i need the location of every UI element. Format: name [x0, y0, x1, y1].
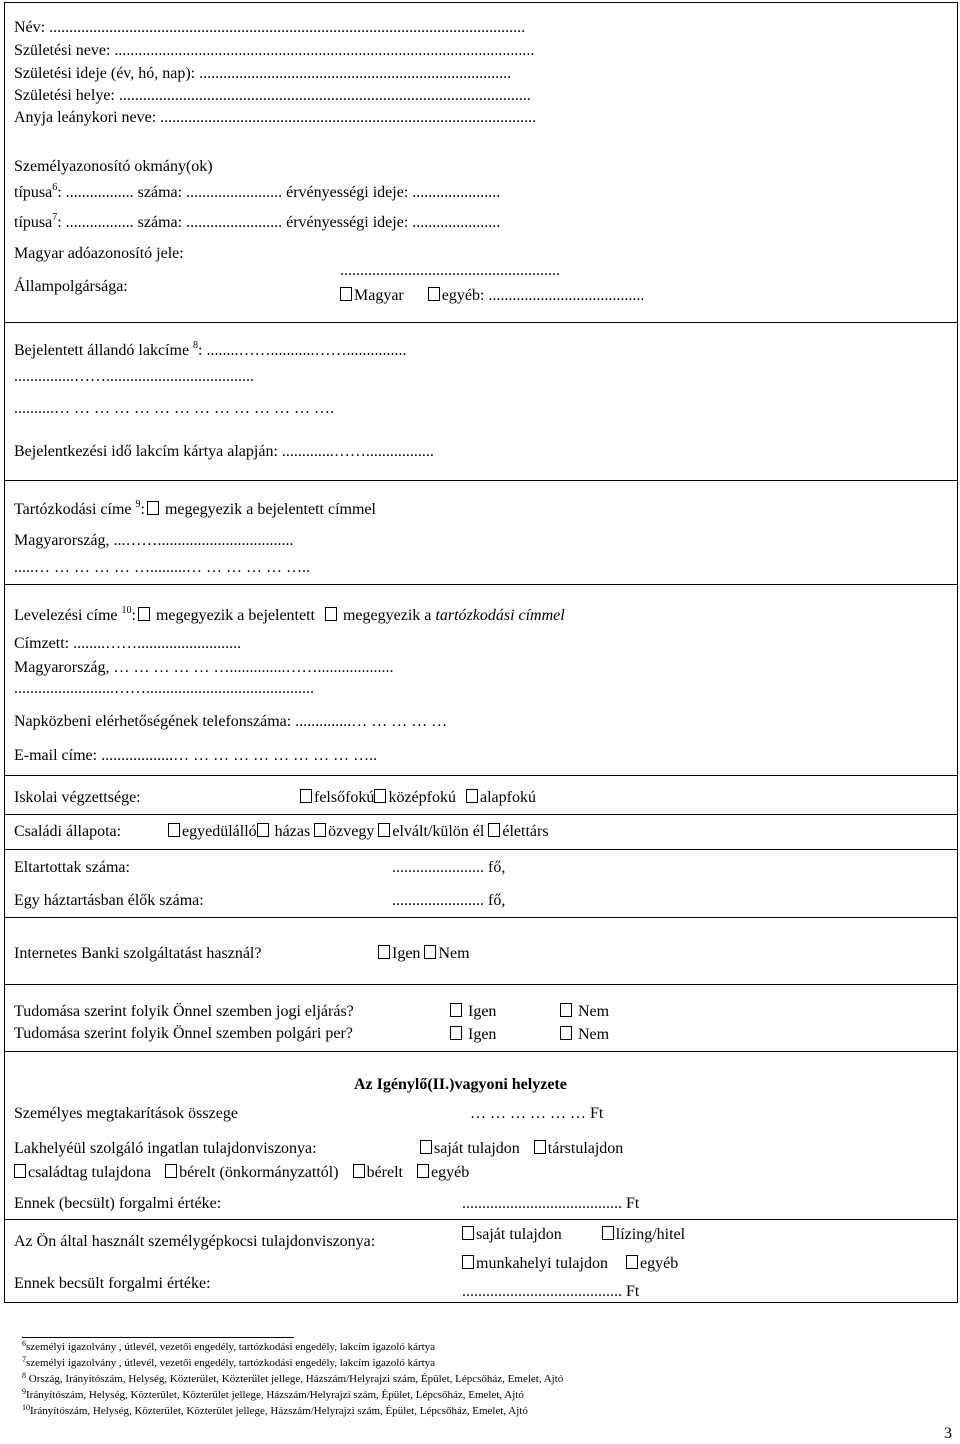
section-divider [4, 984, 958, 985]
stay-address-line-1[interactable]: Magyarország, ...…….................................. [14, 532, 294, 549]
tax-id-label: Magyar adóazonosító jele: [14, 245, 184, 262]
mail-address-label: Levelezési címe [14, 607, 118, 624]
footnote-ref-8: 8 [193, 340, 199, 351]
marital-status-label: Családi állapota: [14, 823, 122, 840]
property-own-checkbox[interactable] [420, 1140, 432, 1154]
section-divider [4, 775, 958, 776]
civil-lawsuit-yes-checkbox[interactable] [450, 1026, 462, 1040]
education-secondary-checkbox[interactable] [374, 789, 386, 803]
citizenship-magyar-label: Magyar [354, 287, 404, 304]
footnote-6 [22, 1341, 435, 1354]
frame-left-border [4, 2, 5, 1302]
name-field[interactable]: Név: ....................................................................................................................... [14, 19, 526, 36]
citizenship-other-field[interactable]: egyéb: ....................................... [441, 287, 645, 304]
car-other-checkbox[interactable] [626, 1255, 638, 1269]
legal-proceeding-no-checkbox[interactable] [560, 1003, 572, 1017]
footnote-separator [22, 1337, 294, 1338]
mail-address-row: Levelezési címe $^{10}$: megegyezik a bejelentett megegyezik a tartózkodási címmel [14, 605, 565, 624]
mail-same-as-registered-label: megegyezik a bejelentett [155, 607, 315, 624]
property-options-row-2 [14, 1163, 469, 1183]
dependents-field[interactable]: ....................... fő, [392, 859, 506, 876]
phone-field[interactable]: Napközbeni elérhetőségének telefonszáma: ..............… … … … … [14, 713, 448, 730]
mail-address-line-3[interactable]: .........................…….......................................... [14, 680, 314, 697]
education-primary-checkbox[interactable] [466, 789, 478, 803]
car-own-checkbox[interactable] [462, 1226, 474, 1240]
education-primary-label: alapfokú [479, 789, 536, 806]
footnote-text: személyi igazolvány , útlevél, vezetői engedély, tartózkodási engedély, lakcím igazoló kártya [26, 1341, 436, 1353]
car-value-field[interactable]: ........................................ Ft [462, 1283, 640, 1300]
address-line-2[interactable]: ...............……..................................... [14, 368, 254, 385]
id-docs-title: Személyazonosító okmány(ok) [14, 158, 213, 175]
citizenship-other-checkbox[interactable] [428, 287, 440, 301]
stay-address-row: Tartózkodási címe $^9$: megegyezik a bejelentett címmel [14, 499, 376, 518]
car-options-row-2 [462, 1254, 678, 1274]
section-divider [4, 584, 958, 585]
education-secondary-label: középfokú [388, 789, 456, 806]
section-divider [4, 480, 958, 481]
civil-lawsuit-yes-label: Igen [468, 1026, 497, 1043]
mail-same-as-stay-label-b: tartózkodási címmel [435, 607, 565, 624]
education-options [300, 788, 536, 808]
education-higher-checkbox[interactable] [300, 789, 312, 803]
household-field[interactable]: ....................... fő, [392, 892, 506, 909]
civil-lawsuit-no-label: Nem [578, 1026, 610, 1043]
car-options-row-1 [462, 1225, 685, 1245]
legal-proceeding-no-label: Nem [578, 1003, 610, 1020]
section-divider [4, 1051, 958, 1052]
frame-bottom-border [4, 1302, 958, 1303]
id-doc-row-1-fields: : ................. száma: ........................ érvényességi ideje: ...................... [57, 184, 501, 201]
bank-no-checkbox[interactable] [424, 945, 436, 959]
id-doc-row-2[interactable] [14, 213, 500, 235]
footnote-9 [22, 1389, 524, 1402]
property-other-checkbox[interactable] [417, 1164, 429, 1178]
civil-lawsuit-question: Tudomása szerint folyik Önnel szemben polgári per? [14, 1025, 353, 1042]
footnote-text: Irányítószám, Helység, Közterület, Közterület jellege, Házszám/Helyrajzi szám, Épület, Lépcsőház, Emelet, Ajtó [30, 1405, 528, 1417]
car-own-label: saját tulajdon [476, 1226, 562, 1243]
property-own-label: saját tulajdon [434, 1140, 520, 1157]
property-ownership-label: Lakhelyéül szolgáló ingatlan tulajdonviszonya: [14, 1140, 317, 1157]
property-rented-label: bérelt [366, 1164, 403, 1181]
id-doc-row-2-fields: : ................. száma: ........................ érvényességi ideje: ...................... [57, 214, 501, 231]
marital-status-options [168, 822, 549, 842]
birth-name-field[interactable]: Születési neve: ......................................................................................................... [14, 42, 535, 59]
marital-single-checkbox[interactable] [168, 823, 180, 837]
footnote-7 [22, 1357, 435, 1370]
tax-id-field[interactable]: ....................................................... [340, 262, 560, 279]
marital-widowed-checkbox[interactable] [314, 823, 326, 837]
property-family-checkbox[interactable] [14, 1164, 26, 1178]
footnote-number: 6 [22, 1339, 26, 1348]
property-rented-municipal-label: bérelt (önkormányzattól) [179, 1164, 339, 1181]
property-family-label: családtag tulajdona [28, 1164, 152, 1181]
legal-proceeding-no [560, 1002, 609, 1022]
car-company-label: munkahelyi tulajdon [476, 1255, 608, 1272]
footnote-text: Ország, Irányítószám, Helység, Közterület, Közterület jellege, Házszám/Helyrajzi szám, Épület, Lépcsőház, Emelet, Ajtó [26, 1373, 564, 1385]
footnote-10 [22, 1405, 528, 1418]
marital-partner-checkbox[interactable] [488, 823, 500, 837]
footnote-number: 10 [22, 1403, 30, 1412]
footnote-number: 7 [22, 1355, 26, 1364]
legal-proceeding-yes [450, 1002, 496, 1022]
legal-proceeding-yes-checkbox[interactable] [450, 1003, 462, 1017]
car-leasing-label: lízing/hitel [615, 1226, 686, 1243]
marital-divorced-checkbox[interactable] [378, 823, 390, 837]
dependents-label: Eltartottak száma: [14, 859, 130, 876]
property-value-field[interactable]: ........................................ Ft [462, 1195, 640, 1212]
section-divider [4, 322, 958, 323]
property-coowned-checkbox[interactable] [534, 1140, 546, 1154]
stay-address-label: Tartózkodási címe [14, 501, 132, 518]
car-other-label: egyéb [639, 1255, 679, 1272]
property-rented-municipal-checkbox[interactable] [165, 1164, 177, 1178]
footnote-ref-9: 9 [135, 499, 141, 510]
footnote-8 [22, 1373, 563, 1386]
id-doc-type-label: típusa [14, 214, 53, 231]
page-number: 3 [944, 1425, 952, 1442]
email-field[interactable]: E-mail címe: ..................… … … … … … … … … ….. [14, 747, 378, 764]
marital-divorced-label: elvált/külön él [392, 823, 485, 840]
footnote-ref-7: 7 [52, 212, 58, 223]
mother-name-field[interactable]: Anyja leánykori neve: .............................................................................................. [14, 109, 537, 126]
stay-address-line-2[interactable]: .....… … … … … ….........… … … … … ….. [14, 559, 310, 576]
internet-bank-question: Internetes Banki szolgáltatást használ? [14, 945, 262, 962]
civil-lawsuit-no [560, 1025, 609, 1045]
marital-married-label: házas [274, 823, 311, 840]
car-leasing-checkbox[interactable] [602, 1226, 614, 1240]
recipient-field[interactable]: Címzett: ........…….......................... [14, 635, 242, 652]
property-rented-checkbox[interactable] [353, 1164, 365, 1178]
legal-proceeding-yes-label: Igen [468, 1003, 497, 1020]
citizenship-label: Állampolgársága: [14, 278, 128, 295]
registration-date-field[interactable]: Bejelentkezési idő lakcím kártya alapján: .............……................. [14, 443, 434, 460]
education-higher-label: felsőfokú [314, 789, 375, 806]
property-coowned-label: társtulajdon [547, 1140, 624, 1157]
citizenship-options [340, 286, 644, 306]
mail-same-as-stay-label-a: megegyezik a [342, 607, 432, 624]
education-label: Iskolai végzettsége: [14, 789, 141, 806]
id-doc-row-1[interactable] [14, 183, 500, 205]
section-divider [4, 917, 958, 918]
stay-same-checkbox[interactable] [147, 501, 159, 515]
bank-no-label: Nem [438, 945, 470, 962]
section-divider [4, 849, 958, 850]
savings-label: Személyes megtakarítások összege [14, 1105, 238, 1122]
footnote-text: Irányítószám, Helység, Közterület, Közterület jellege, Házszám/Helyrajzi szám, Épület, Lépcsőház, Emelet, Ajtó [26, 1389, 524, 1401]
section-divider [4, 1219, 958, 1220]
address-line-3[interactable]: ..........… … … … … … … … … … … … … …. [14, 400, 334, 417]
birth-place-field[interactable]: Születési helye: ....................................................................................................... [14, 87, 531, 104]
assets-section-title: Az Igénylő(II.)vagyoni helyzete [354, 1076, 567, 1093]
civil-lawsuit-no-checkbox[interactable] [560, 1026, 572, 1040]
savings-field[interactable]: … … … … … … Ft [470, 1105, 604, 1122]
property-options-row-1 [420, 1139, 623, 1159]
household-label: Egy háztartásban élők száma: [14, 892, 204, 909]
footnote-text: személyi igazolvány , útlevél, vezetői engedély, tartózkodási engedély, lakcím igazoló kártya [26, 1357, 436, 1369]
bank-yes-checkbox[interactable] [378, 945, 390, 959]
footnote-number: 8 [22, 1371, 26, 1380]
car-value-label: Ennek becsült forgalmi értéke: [14, 1275, 211, 1292]
section-divider [4, 814, 958, 815]
footnote-ref-10: 10 [121, 605, 132, 616]
mail-country-field[interactable]: Magyarország, … … … … … …..............……................... [14, 659, 394, 676]
address-line-1: : ........……...........……............... [198, 342, 407, 359]
footnote-number: 9 [22, 1387, 26, 1396]
bank-yes-label: Igen [392, 945, 421, 962]
frame-top-border [4, 2, 958, 3]
footnote-ref-6: 6 [52, 182, 58, 193]
car-company-checkbox[interactable] [462, 1255, 474, 1269]
birth-date-field[interactable]: Születési ideje (év, hó, nap): .............................................................................. [14, 65, 512, 82]
civil-lawsuit-yes [450, 1025, 496, 1045]
property-other-label: egyéb [430, 1164, 470, 1181]
mail-same-as-registered-checkbox[interactable] [138, 607, 150, 621]
marital-widowed-label: özvegy [328, 823, 375, 840]
citizenship-magyar-checkbox[interactable] [340, 287, 352, 301]
property-value-label: Ennek (becsült) forgalmi értéke: [14, 1195, 222, 1212]
id-doc-type-label: típusa [14, 184, 53, 201]
internet-bank-options [378, 944, 470, 964]
car-ownership-label: Az Ön által használt személygépkocsi tulajdonviszonya: [14, 1233, 376, 1250]
address-row[interactable] [14, 341, 407, 363]
legal-proceeding-question: Tudomása szerint folyik Önnel szemben jogi eljárás? [14, 1003, 354, 1020]
marital-partner-label: élettárs [502, 823, 549, 840]
frame-right-border [957, 2, 958, 1302]
marital-married-checkbox[interactable] [257, 823, 269, 837]
address-label: Bejelentett állandó lakcíme [14, 342, 190, 359]
mail-same-as-stay-checkbox[interactable] [325, 607, 337, 621]
marital-single-label: egyedülálló [182, 823, 257, 840]
stay-same-label: megegyezik a bejelentett címmel [164, 501, 376, 518]
